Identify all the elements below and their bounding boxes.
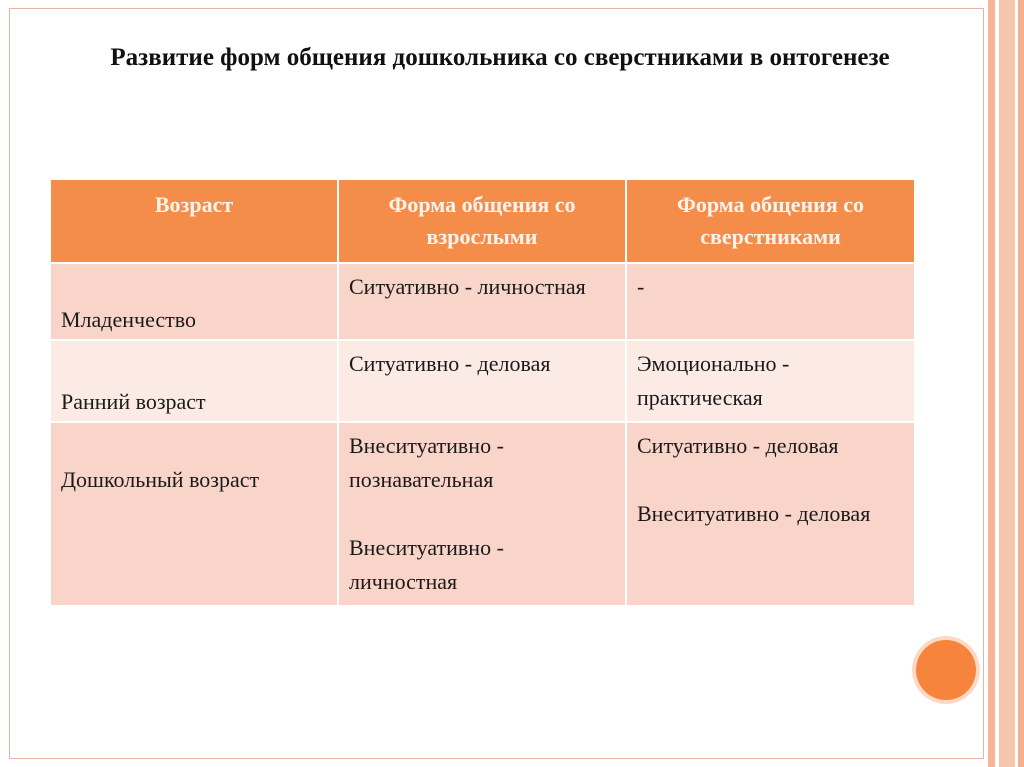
cell-age: Дошкольный возраст [50,422,338,606]
cell-adults-form: Ситуативно - личностная [338,263,626,340]
table-row [50,263,915,340]
table-row [50,422,915,606]
cell-peers-form [626,422,915,606]
table-row [50,340,915,422]
header-peers-form: Форма общения со сверстниками [626,179,915,263]
table-header-row [50,179,915,263]
cell-peers-form: Эмоционально - практическая [626,340,915,422]
decorative-side-stripes [984,0,1024,767]
cell-age: Ранний возраст [50,340,338,422]
header-age: Возраст [50,179,338,263]
cell-adults-form: Ситуативно - деловая [338,340,626,422]
peers-form-line: Ситуативно - деловая [637,433,839,458]
cell-age: Младенчество [50,263,338,340]
peers-form-line: Внеситуативно - деловая [637,501,871,526]
communication-forms-table [49,178,916,607]
header-adults-form: Форма общения со взрослыми [338,179,626,263]
decorative-circle [916,640,976,700]
cell-adults-form [338,422,626,606]
slide-title: Развитие форм общения дошкольника со сверстниками в онтогенезе [110,44,890,71]
cell-peers-form: - [626,263,915,340]
adults-form-line: Внеситуативно - личностная [349,535,504,594]
adults-form-line: Внеситуативно - познавательная [349,433,504,492]
